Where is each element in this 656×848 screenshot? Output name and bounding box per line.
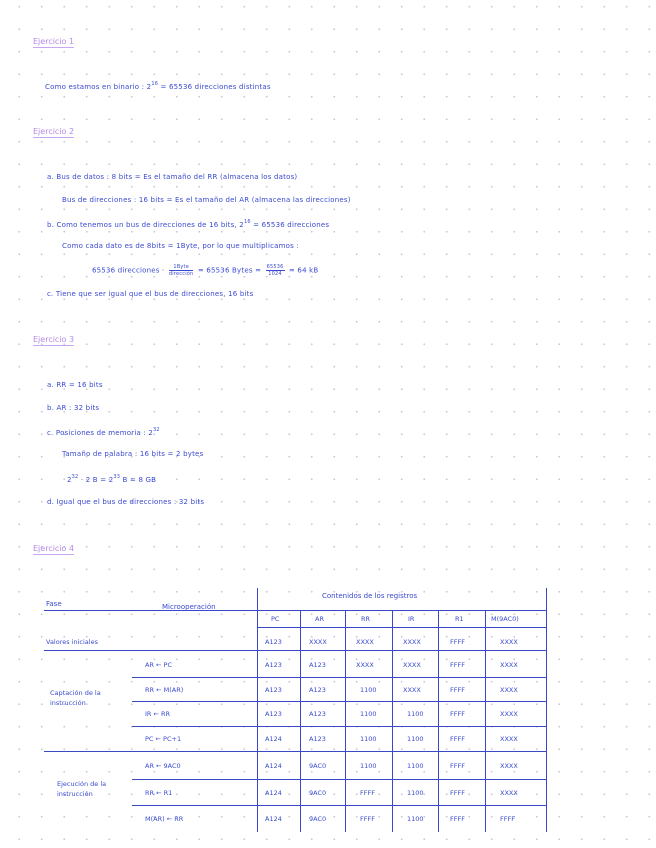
table-cell: 1100: [407, 735, 424, 743]
table-cell: 1100: [360, 735, 377, 743]
micro-op: M(AR) ← RR: [145, 815, 184, 823]
table-cell: XXXX: [403, 661, 421, 669]
exercise-3-c-exponent: 32: [153, 427, 160, 433]
exercise-2-b3-mid: = 65536 Bytes =: [195, 266, 264, 275]
table-cell: A123: [265, 710, 282, 718]
table-cell: 1100: [407, 762, 424, 770]
micro-op: RR ← R1: [145, 789, 173, 797]
exercise-3-c3-exp: 32: [71, 474, 79, 480]
table-cell: FFFF: [450, 815, 465, 823]
row-label-initial: Valores iniciales: [46, 638, 98, 646]
table-cell: 1100: [360, 762, 377, 770]
exercise-1-exponent: 16: [151, 81, 159, 87]
table-cell: A124: [265, 815, 282, 823]
table-cell: FFFF: [450, 762, 465, 770]
exercise-2-b-exponent: 16: [243, 219, 251, 225]
table-cell: XXXX: [309, 638, 327, 646]
table-cell: A123: [265, 638, 282, 646]
exercise-1-text: Como estamos en binario : 2: [45, 83, 152, 91]
micro-op: RR ← M(AR): [145, 686, 184, 694]
col-header-m9ac0: M(9AC0): [491, 615, 519, 623]
table-cell: A123: [265, 661, 282, 669]
table-cell: FFFF: [450, 789, 465, 797]
table-cell: 9AC0: [309, 762, 327, 770]
phase-execute: Ejecución de la instrucción: [57, 780, 107, 798]
exercise-3-heading: Ejercicio 3: [33, 335, 75, 344]
table-cell: A124: [265, 789, 282, 797]
table-cell: 1100: [360, 710, 377, 718]
exercise-4-heading: Ejercicio 4: [33, 544, 75, 553]
exercise-2-c: c. Tiene que ser igual que el bus de direcciones, 16 bits: [47, 290, 254, 298]
micro-op: AR ← PC: [145, 661, 172, 669]
micro-op: IR ← RR: [145, 710, 171, 718]
table-cell: XXXX: [356, 638, 374, 646]
exercise-3-c-text: c. Posiciones de memoria : 2: [47, 429, 154, 437]
exercise-3-d: d. Igual que el bus de direcciones : 32 bits: [47, 498, 205, 506]
table-cell: XXXX: [403, 638, 421, 646]
exercise-2-b3-result: = 64 kB: [286, 266, 319, 275]
table-cell: FFFF: [450, 661, 465, 669]
col-header-fase: Fase: [46, 600, 62, 608]
exercise-3-c-line2: Tamaño de palabra : 16 bits = 2 bytes: [62, 450, 204, 458]
col-header-rr: RR: [361, 615, 371, 623]
exercise-1-result: = 65536 direcciones distintas: [158, 83, 271, 91]
phase-fetch: Captación de la instrucción: [50, 689, 101, 707]
exercise-2-b3-text: 65536 direcciones ·: [92, 266, 167, 275]
table-cell: A123: [309, 710, 326, 718]
table-cell: 9AC0: [309, 815, 327, 823]
exercise-2-a-line2: Bus de direcciones : 16 bits = Es el tamaño del AR (almacena las direcciones): [62, 196, 351, 204]
table-cell: FFFF: [450, 686, 465, 694]
table-cell: A123: [265, 686, 282, 694]
table-cell: XXXX: [500, 735, 518, 743]
exercise-1-heading: Ejercicio 1: [33, 37, 75, 46]
micro-op: AR ← 9AC0: [145, 762, 181, 770]
table-cell: 1100: [360, 686, 377, 694]
exercise-3-b: b. AR : 32 bits: [47, 404, 100, 412]
fraction-bytes-to-kb: $\frac{65536}{1024}$: [266, 264, 284, 277]
exercise-2-a-line1: a. Bus de datos : 8 bits = Es el tamaño del RR (almacena los datos): [47, 173, 298, 181]
exercise-2-heading: Ejercicio 2: [33, 127, 75, 136]
table-cell: 1100: [407, 815, 424, 823]
exercise-2-b-result: = 65536 direcciones: [250, 221, 330, 229]
exercise-3-a: a. RR = 16 bits: [47, 381, 103, 389]
table-cell: A124: [265, 762, 282, 770]
table-cell: FFFF: [360, 815, 375, 823]
fraction-byte-per-address: $\frac{\text{1Byte}}{\text{dirección}}$: [168, 264, 194, 277]
table-cell: 1100: [407, 789, 424, 797]
col-header-pc: PC: [271, 615, 280, 623]
col-header-register-contents: Contenidos de los registros: [322, 592, 418, 600]
table-cell: XXXX: [500, 661, 518, 669]
table-cell: FFFF: [450, 710, 465, 718]
col-header-ir: IR: [408, 615, 415, 623]
exercise-3-c3-mid: · 2 B = 2: [78, 476, 114, 484]
table-cell: A123: [309, 661, 326, 669]
exercise-2-b-line2: Como cada dato es de 8bits = 1Byte, por lo que multiplicamos :: [62, 242, 299, 250]
col-header-r1: R1: [455, 615, 464, 623]
table-cell: XXXX: [500, 789, 518, 797]
exercise-2-b-text: b. Como tenemos un bus de direcciones de 16 bits, 2: [47, 221, 244, 229]
exercise-3-c3-base: 2: [67, 476, 72, 484]
exercise-3-c3-exp2: 33: [113, 474, 121, 480]
col-header-microoperacion: Microoperación: [162, 603, 216, 611]
table-cell: XXXX: [500, 638, 518, 646]
table-cell: 1100: [407, 710, 424, 718]
table-cell: FFFF: [360, 789, 375, 797]
table-cell: FFFF: [500, 815, 515, 823]
table-cell: XXXX: [500, 686, 518, 694]
table-cell: A123: [309, 686, 326, 694]
table-cell: XXXX: [403, 686, 421, 694]
table-cell: A124: [265, 735, 282, 743]
micro-op: PC ← PC+1: [145, 735, 182, 743]
col-header-ar: AR: [315, 615, 324, 623]
table-cell: FFFF: [450, 638, 465, 646]
table-cell: FFFF: [450, 735, 465, 743]
table-cell: 9AC0: [309, 789, 327, 797]
table-cell: XXXX: [500, 710, 518, 718]
table-cell: XXXX: [356, 661, 374, 669]
table-cell: XXXX: [500, 762, 518, 770]
table-cell: A123: [309, 735, 326, 743]
exercise-3-c3-result: B = 8 GB: [120, 476, 157, 484]
